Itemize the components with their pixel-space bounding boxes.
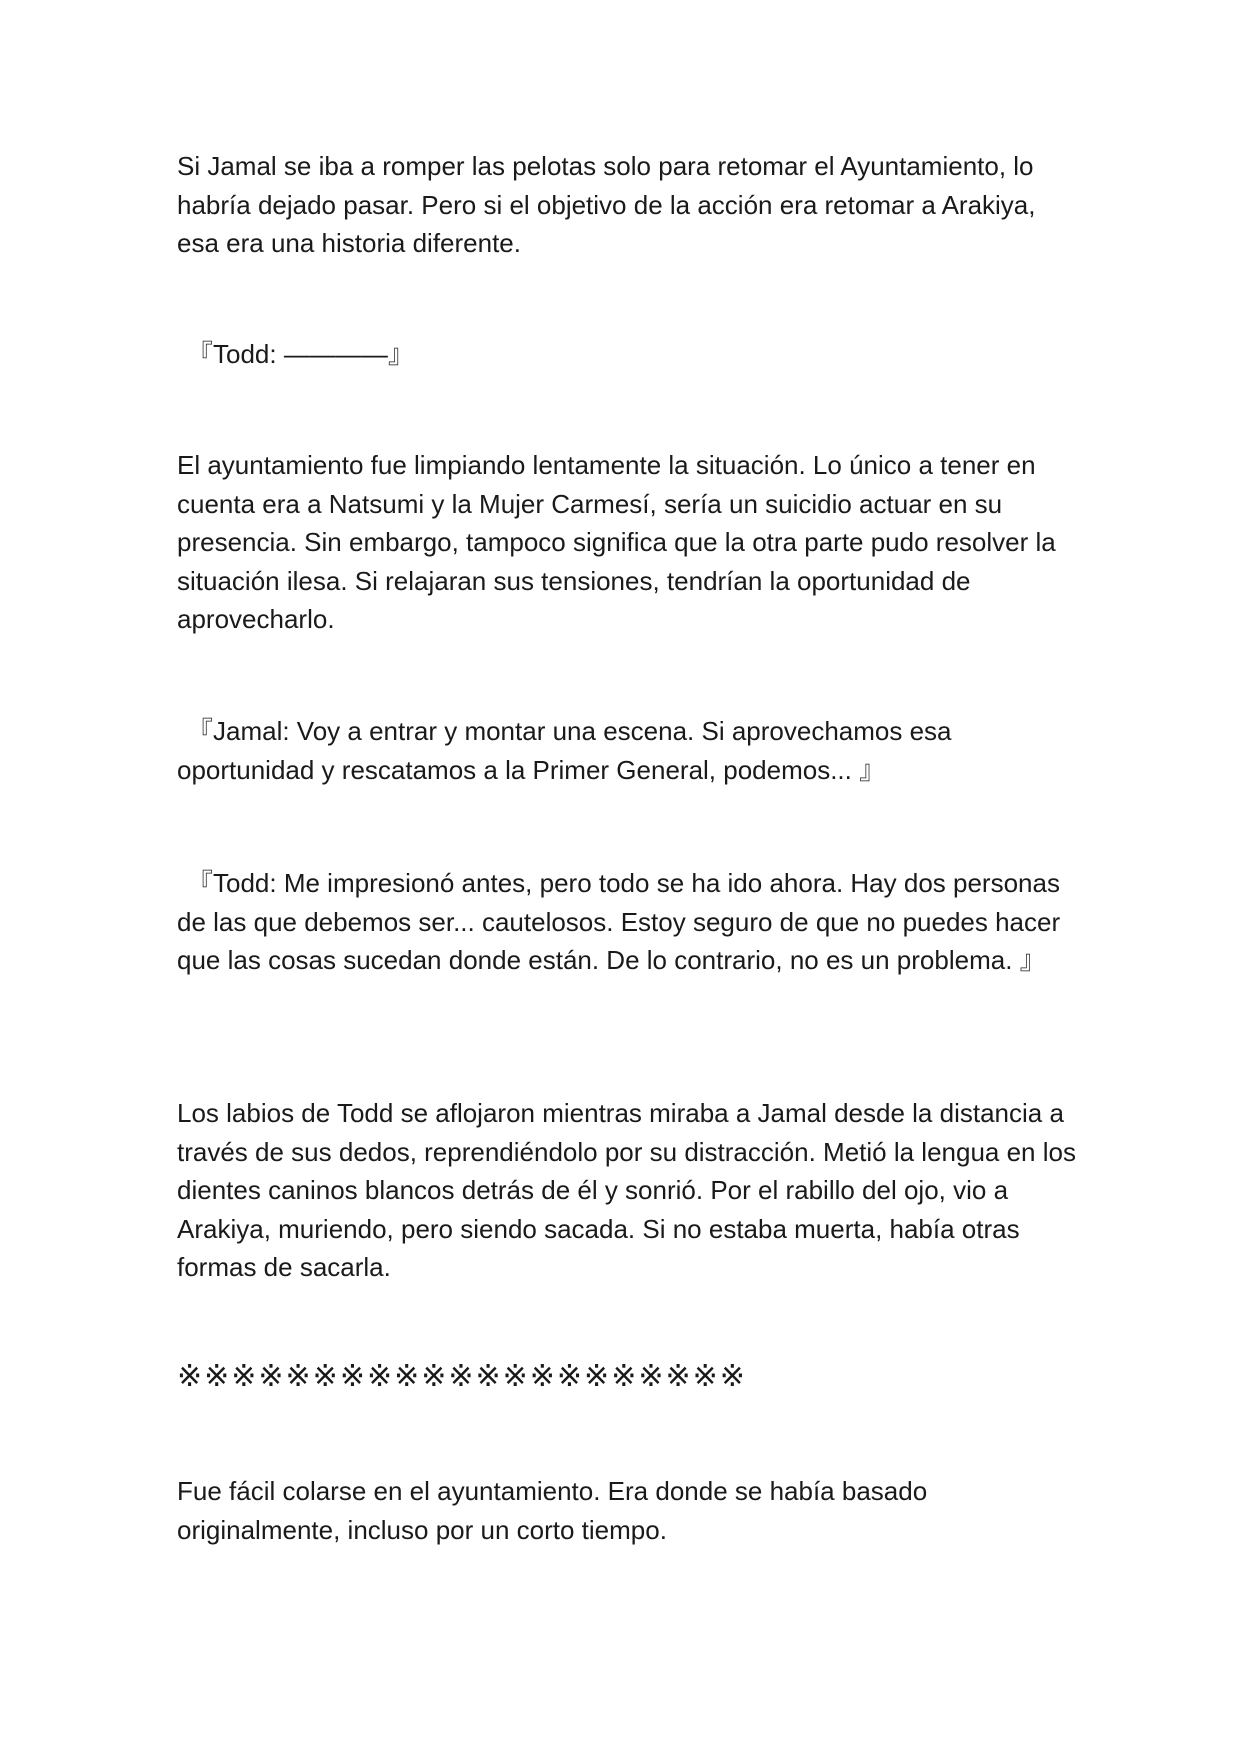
paragraph-narration-3: Los labios de Todd se aflojaron mientras miraba a Jamal desde la distancia a través de sus dedos, reprendiéndolo por su distracción. Metió la lengua en los dientes caninos blancos detrás de él y sonrió. Por el rabillo del ojo, vio a Arakiya, muriendo, pero siendo sacada. Si no estaba muerta, había otras formas de sacarla. <box>177 1098 1076 1282</box>
paragraph-narration-4: Fue fácil colarse en el ayuntamiento. Era donde se había basado originalmente, incluso por un corto tiempo. <box>177 1476 928 1545</box>
section-separator: ※※※※※※※※※※※※※※※※※※※※※ <box>177 1359 747 1394</box>
paragraph-dialogue-todd-2: 『Todd: Me impresionó antes, pero todo se ha ido ahora. Hay dos personas de las que debemos ser... cautelosos. Estoy seguro de que no puedes hacer que las cosas sucedan donde están. De lo contrario, no es un problema. 』 <box>177 868 1061 975</box>
paragraph-dialogue-todd-1: 『Todd: ————』 <box>187 339 414 369</box>
paragraph-narration-1: Si Jamal se iba a romper las pelotas solo para retomar el Ayuntamiento, lo habría dejado pasar. Pero si el objetivo de la acción era retomar a Arakiya, esa era una historia diferente. <box>177 151 1036 258</box>
paragraph-narration-2: El ayuntamiento fue limpiando lentamente la situación. Lo único a tener en cuenta era a Natsumi y la Mujer Carmesí, sería un suicidio actuar en su presencia. Sin embargo, tampoco significa que la otra parte pudo resolver la situación ilesa. Si relajaran sus tensiones, tendrían la oportunidad de aprovecharlo. <box>177 450 1056 634</box>
paragraph-dialogue-jamal: 『Jamal: Voy a entrar y montar una escena. Si aprovechamos esa oportunidad y rescatamos a la Primer General, podemos... 』 <box>177 716 952 785</box>
